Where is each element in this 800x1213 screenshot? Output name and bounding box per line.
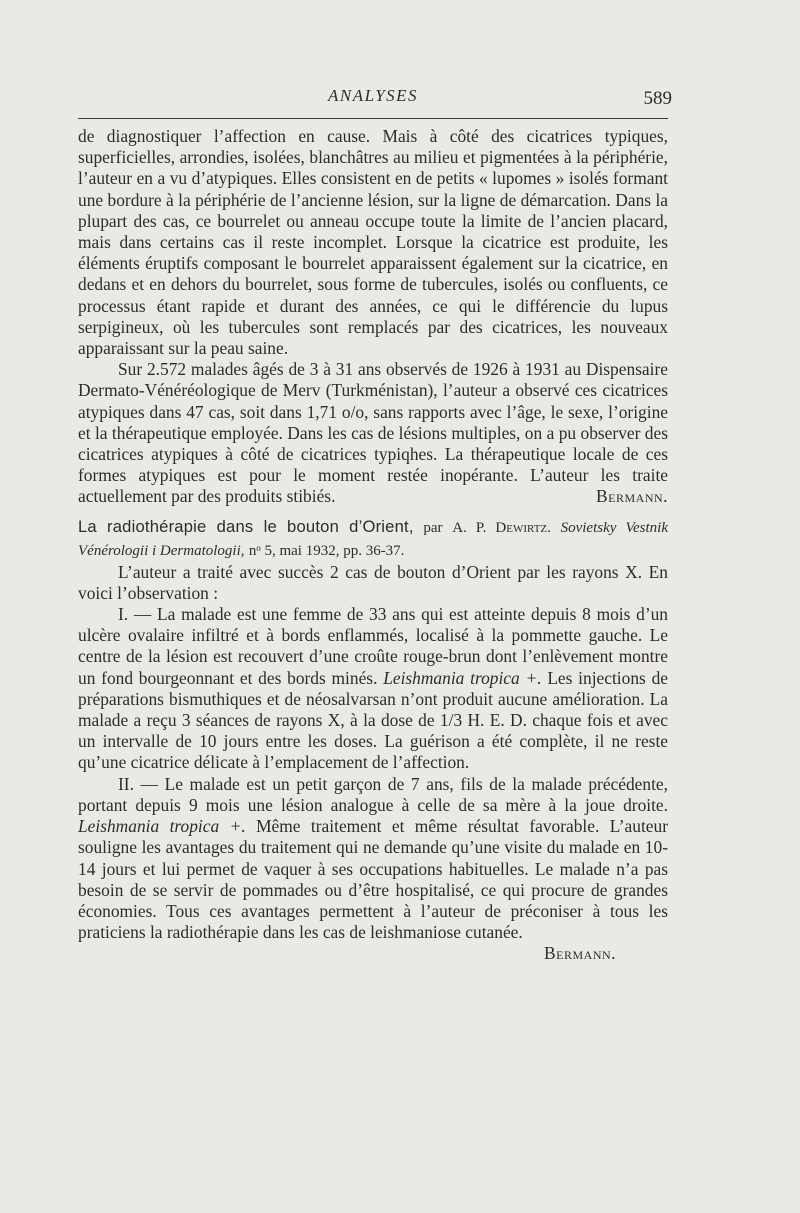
article-journal: Sovietsky Vestnik Vénérologii i Dermatologii, xyxy=(78,519,668,559)
article-heading xyxy=(78,516,668,562)
signature: Bermann. xyxy=(544,943,616,964)
header-rule xyxy=(78,118,668,119)
case-1-term: Leishmania tropica +. xyxy=(383,667,542,688)
case-2-text-a: II. — Le malade est un petit garçon de 7 ans, fils de la malade précédente, portant depuis 9 mois une lésion analogue à celle de sa mère à la joue droite. xyxy=(78,773,668,815)
article-by: par xyxy=(423,519,443,536)
case-2-term: Leishmania tropica +. xyxy=(78,816,246,837)
running-head: ANALYSES xyxy=(327,86,419,105)
paragraph-case-2 xyxy=(78,774,668,944)
page-header xyxy=(78,84,672,110)
page-content xyxy=(78,126,668,965)
page-number: 589 xyxy=(643,88,672,109)
signature: Bermann. xyxy=(596,486,668,507)
article-title: La radiothérapie dans le bouton d’Orient, xyxy=(78,516,414,536)
paragraph-statistics xyxy=(78,359,668,507)
paragraph-case-1 xyxy=(78,604,668,774)
article-reference: nᵒ 5, mai 1932, pp. 36-37. xyxy=(248,542,405,559)
case-1-text-b: Les injections de préparations bismuthiques et de néosalvarsan n’ont produit aucune amélioration. La malade a reçu 3 séances de rayons X, à la dose de 1/3 H. E. D. chaque fois et avec un intervalle de 10 jours entre les doses. La guérison a été complète, il ne reste qu’une cicatrice délicate à l’emplacement de l’affection. xyxy=(78,667,668,773)
case-2-text-b: Même traitement et même résultat favorable. L’auteur souligne les avantages du traitement qui ne demande qu’une visite du malade en 10-14 jours et lui permet de vaquer à ses occupations habituelles. Le malade n’a pas besoin de se servir de pommades ou d’être hospitalisé, ce qui procure de grandes économies. Tous ces avantages permettent à l’auteur de préconiser à tous les praticiens la radiothérapie dans les cas de leishmaniose cutanée. xyxy=(78,816,669,943)
paragraph-statistics-text: Sur 2.572 malades âgés de 3 à 31 ans observés de 1926 à 1931 au Dispensaire Dermato-Vénéréologique de Merv (Turkménistan), l’auteur a observé ces cicatrices atypiques dans 47 cas, soit dans 1,71 o/o, sans rapports avec l’âge, le sexe, l’origine et la thérapeutique employée. Dans les cas de lésions multiples, on a pu observer des cicatrices atypiques à côté de cicatrices typiqhes. La thérapeutique locale de ces formes atypiques est pour le moment restée inopérante. L’auteur les traite actuellement par des produits stibiés. xyxy=(78,359,668,507)
paragraph-intro: L’auteur a traité avec succès 2 cas de bouton d’Orient par les rayons X. En voici l’observation : xyxy=(78,561,668,603)
article-author: A. P. Dewirtz. xyxy=(452,519,551,536)
paragraph-continuation: de diagnostiquer l’affection en cause. Mais à côté des cicatrices typiques, superficielles, arrondies, isolées, blanchâtres au milieu et pigmentées à la périphérie, l’auteur en a vu d’atypiques. Elles consistent en de petits « lupomes » isolés formant une bordure à la périphérie de l’ancienne lésion, sur la ligne de démarcation. Dans la plupart des cas, ce bourrelet ou anneau occupe toute la limite de l’ancien placard, mais dans certains cas il reste incomplet. Lorsque la cicatrice est produite, les éléments éruptifs composant le bourrelet apparaissent également sur la cicatrice, en dedans et en dehors du bourrelet, sous forme de tubercules, isolés ou confluents, ce processus étant rapide et durant des années, ce qui le différencie du lupus serpigineux, où les tubercules sont remplacés par des cicatrices, les nouveaux apparaissant sur la peau saine. xyxy=(78,126,668,359)
case-1-text-a: I. — La malade est une femme de 33 ans qui est atteinte depuis 8 mois d’un ulcère ovalaire infiltré et à bords enflammés, localisé à la pommette gauche. Le centre de la lésion est recouvert d’une croûte rouge-brun dont l’enlèvement montre un fond bourgeonnant et des bords minés. xyxy=(78,604,668,688)
